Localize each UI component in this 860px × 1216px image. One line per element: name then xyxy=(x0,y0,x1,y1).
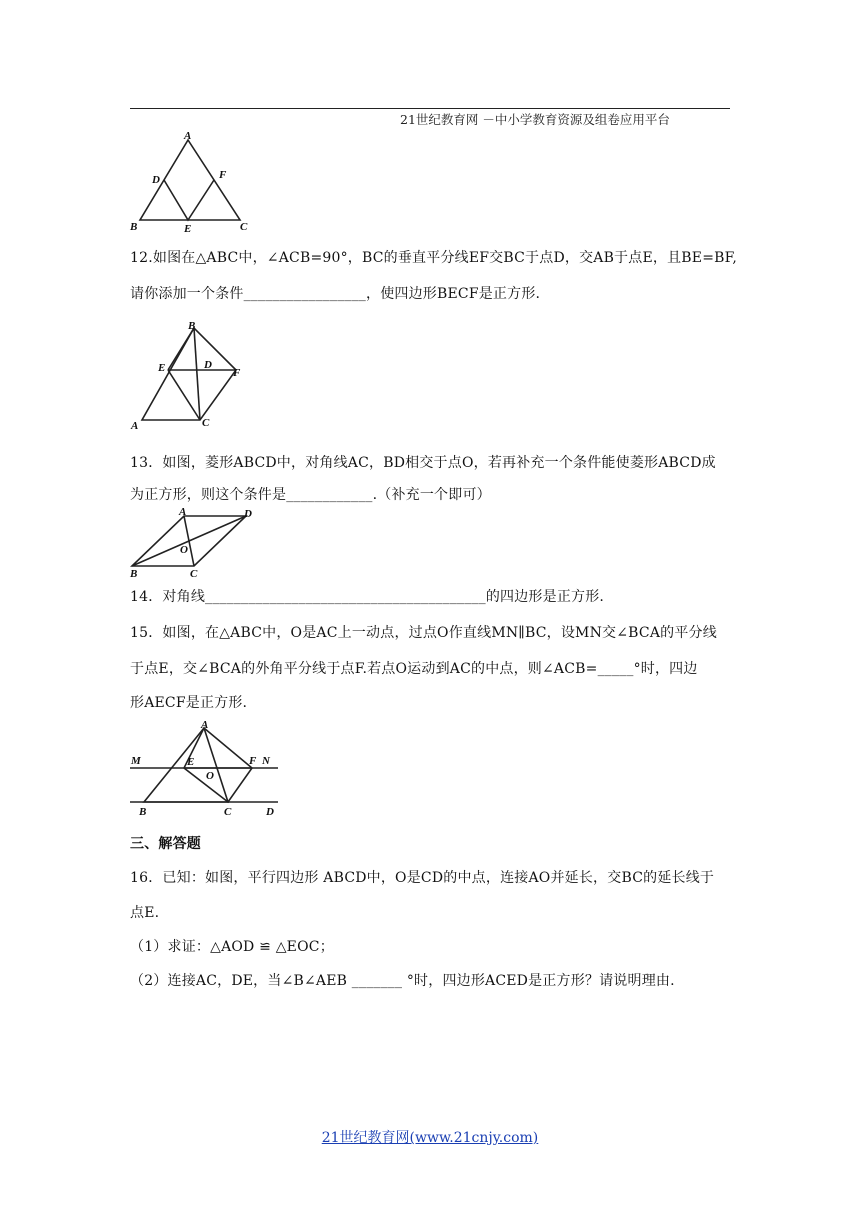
fig12-label-f: F xyxy=(233,367,241,379)
header-rule xyxy=(130,108,730,109)
fig15-label-f: F xyxy=(249,755,257,767)
fig11-label-d: D xyxy=(152,174,160,186)
fig11-label-b: B xyxy=(130,221,138,233)
fig11-inner-lines xyxy=(164,180,214,220)
fig12-segment-bc xyxy=(194,328,200,420)
header-site-name: 21世纪教育网 －中小学教育资源及组卷应用平台 xyxy=(400,112,670,127)
fig13-diagonal-bd xyxy=(132,516,246,566)
fig15-label-m: M xyxy=(131,755,141,767)
fig15-label-n: N xyxy=(262,755,270,767)
q16-line-1: 16．已知：如图，平行四边形 ABCD中，O是CD的中点，连接AO并延长，交BC的延长线于 xyxy=(130,870,715,886)
figure-q15 xyxy=(128,718,293,820)
q12-line-2: 请你添加一个条件_________________，使四边形BECF是正方形. xyxy=(130,286,541,302)
fig11-label-f: F xyxy=(219,169,227,181)
fig11-label-a: A xyxy=(184,130,192,142)
q15-line-2: 于点E，交∠BCA的外角平分线于点F.若点O运动到AC的中点，则∠ACB=_____°时，四边 xyxy=(130,661,698,677)
fig15-label-a: A xyxy=(201,719,209,731)
fig13-label-b: B xyxy=(130,568,138,580)
fig12-outline xyxy=(142,328,236,420)
footer-link[interactable]: 21世纪教育网(www.21cnjy.com) xyxy=(321,1130,539,1146)
fig12-label-c: C xyxy=(202,417,210,429)
fig15-label-b: B xyxy=(139,806,147,818)
q16-line-2: 点E. xyxy=(130,905,160,921)
fig12-label-a: A xyxy=(131,420,139,432)
q12-line-1: 12.如图在△ABC中，∠ACB=90°，BC的垂直平分线EF交BC于点D，交AB于点E，且BE=BF, xyxy=(130,250,737,266)
figure-q12 xyxy=(128,318,253,436)
section-3-heading: 三、解答题 xyxy=(130,836,201,852)
q16-part-1: （1）求证：△AOD ≌ △EOC； xyxy=(130,939,334,955)
figure-q13 xyxy=(128,506,258,578)
fig11-label-c: C xyxy=(240,221,248,233)
q14-line-1: 14．对角线_______________________________________的四边形是正方形. xyxy=(130,589,605,605)
figure-q11 xyxy=(128,130,253,235)
q13-line-2: 为正方形，则这个条件是____________.（补充一个即可） xyxy=(130,487,491,503)
fig13-label-a: A xyxy=(179,506,187,518)
fig12-segment-ec xyxy=(168,370,200,420)
q16-part-2: （2）连接AC，DE，当∠B∠AEB _______ °时，四边形ACED是正方形？请说明理由. xyxy=(130,973,675,989)
q15-line-3: 形AECF是正方形. xyxy=(130,695,248,711)
fig11-label-e: E xyxy=(184,223,192,235)
fig13-label-d: D xyxy=(244,508,252,520)
fig15-label-o: O xyxy=(206,770,214,782)
fig15-label-c: C xyxy=(224,806,232,818)
fig12-label-d: D xyxy=(204,359,212,371)
fig15-label-d: D xyxy=(266,806,274,818)
fig12-label-e: E xyxy=(158,362,166,374)
q15-line-1: 15．如图，在△ABC中，O是AC上一动点，过点O作直线MN∥BC，设MN交∠BCA的平分线 xyxy=(130,625,717,641)
fig12-segment-eb xyxy=(168,328,194,370)
fig13-label-o: O xyxy=(180,544,188,556)
fig15-label-e: E xyxy=(187,756,195,768)
fig12-label-b: B xyxy=(188,320,196,332)
q13-line-1: 13．如图，菱形ABCD中，对角线AC，BD相交于点O，若再补充一个条件能使菱形ABCD成 xyxy=(130,455,716,471)
fig13-label-c: C xyxy=(190,568,198,580)
